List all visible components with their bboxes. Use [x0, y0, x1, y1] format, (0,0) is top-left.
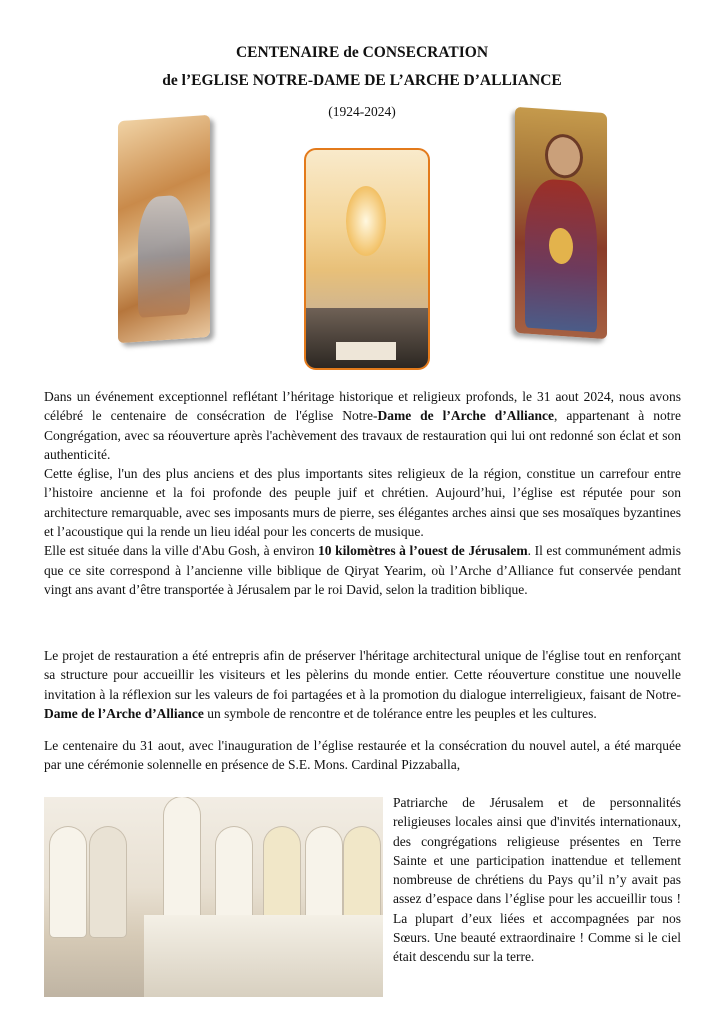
church-interior-photo	[304, 148, 430, 370]
page-title-line1: CENTENAIRE de CONSECRATION	[235, 44, 489, 61]
paragraph-intro: Dans un événement exceptionnel reflétant l’héritage historique et religieux profonds, le 31 aout 2024, nous avons célébré le centenaire de consécration de l'église Notre-Dame de l’Arche d’Alliance, appartenant à notre Congrégation, avec sa réouverture après l'achèvement des travaux de restauration qui lui ont redonné son éclat et son authenticité. Cette église, l'un des plus anciens et des plus importants sites religieux de la région, constitue un carrefour entre l’histoire ancienne et la foi profonde des peuple juif et chrétien. Aujourd’hui, l’église est réputée pour son architecture remarquable, avec ses imposants murs de pierre, ses élégantes arches ainsi que ses mosaïques byzantines et l’acoustique qui la rende un lieu idéal pour les concerts de musique. Elle est située dans la ville d'Abu Gosh, à environ 10 kilomètres à l’ouest de Jérusalem. Il est communément admis que ce site correspond à l’ancienne ville biblique de Qiryat Yearim, où l’Arche d’Alliance fut conservée pendant vingt ans avant d’être transportée à Jérusalem par le roi David, selon la tradition biblique.	[44, 389, 682, 597]
ceremony-photo	[44, 797, 383, 997]
dates-subtitle: (1924-2024)	[328, 104, 396, 119]
icon-painting-virgin	[515, 107, 607, 339]
icon-painting-left	[118, 115, 210, 343]
paragraph-ceremony-continued: Patriarche de Jérusalem et de personnalités religieuses locales ainsi que d'invités internationaux, des congrégations religieuse présentes en Terre Sainte et une participation inattendue et tellement nombreuse de chrétiens du Pays qu’il n’y avait pas assez d’espace dans l’église pour les accueillir tous ! La plupart d’eux liées et accompagnées par nos Sœurs. Une beauté extraordinaire ! Comme si le ciel était descendu sur la terre.	[393, 795, 681, 965]
paragraph-centenary: Le centenaire du 31 aout, avec l'inauguration de l’église restaurée et la consécration du nouvel autel, a été marquée par une cérémonie solennelle en présence de S.E. Mons. Cardinal Pizzaballa,	[44, 738, 681, 773]
paragraph-restoration: Le projet de restauration a été entrepris afin de préserver l'héritage architectural unique de l'église tout en renforçant sa structure pour accueillir les visiteurs et les pèlerins du monde entier. Cette réouverture constitue une nouvelle invitation à la réflexion sur les valeurs de foi partagées et à la promotion du dialogue interreligieux, faisant de Notre-Dame de l’Arche d’Alliance un symbole de rencontre et de tolérance entre les peuples et les cultures.	[44, 648, 681, 721]
page-title-line2: de l’EGLISE NOTRE-DAME DE L’ARCHE D’ALLIANCE	[162, 72, 562, 89]
